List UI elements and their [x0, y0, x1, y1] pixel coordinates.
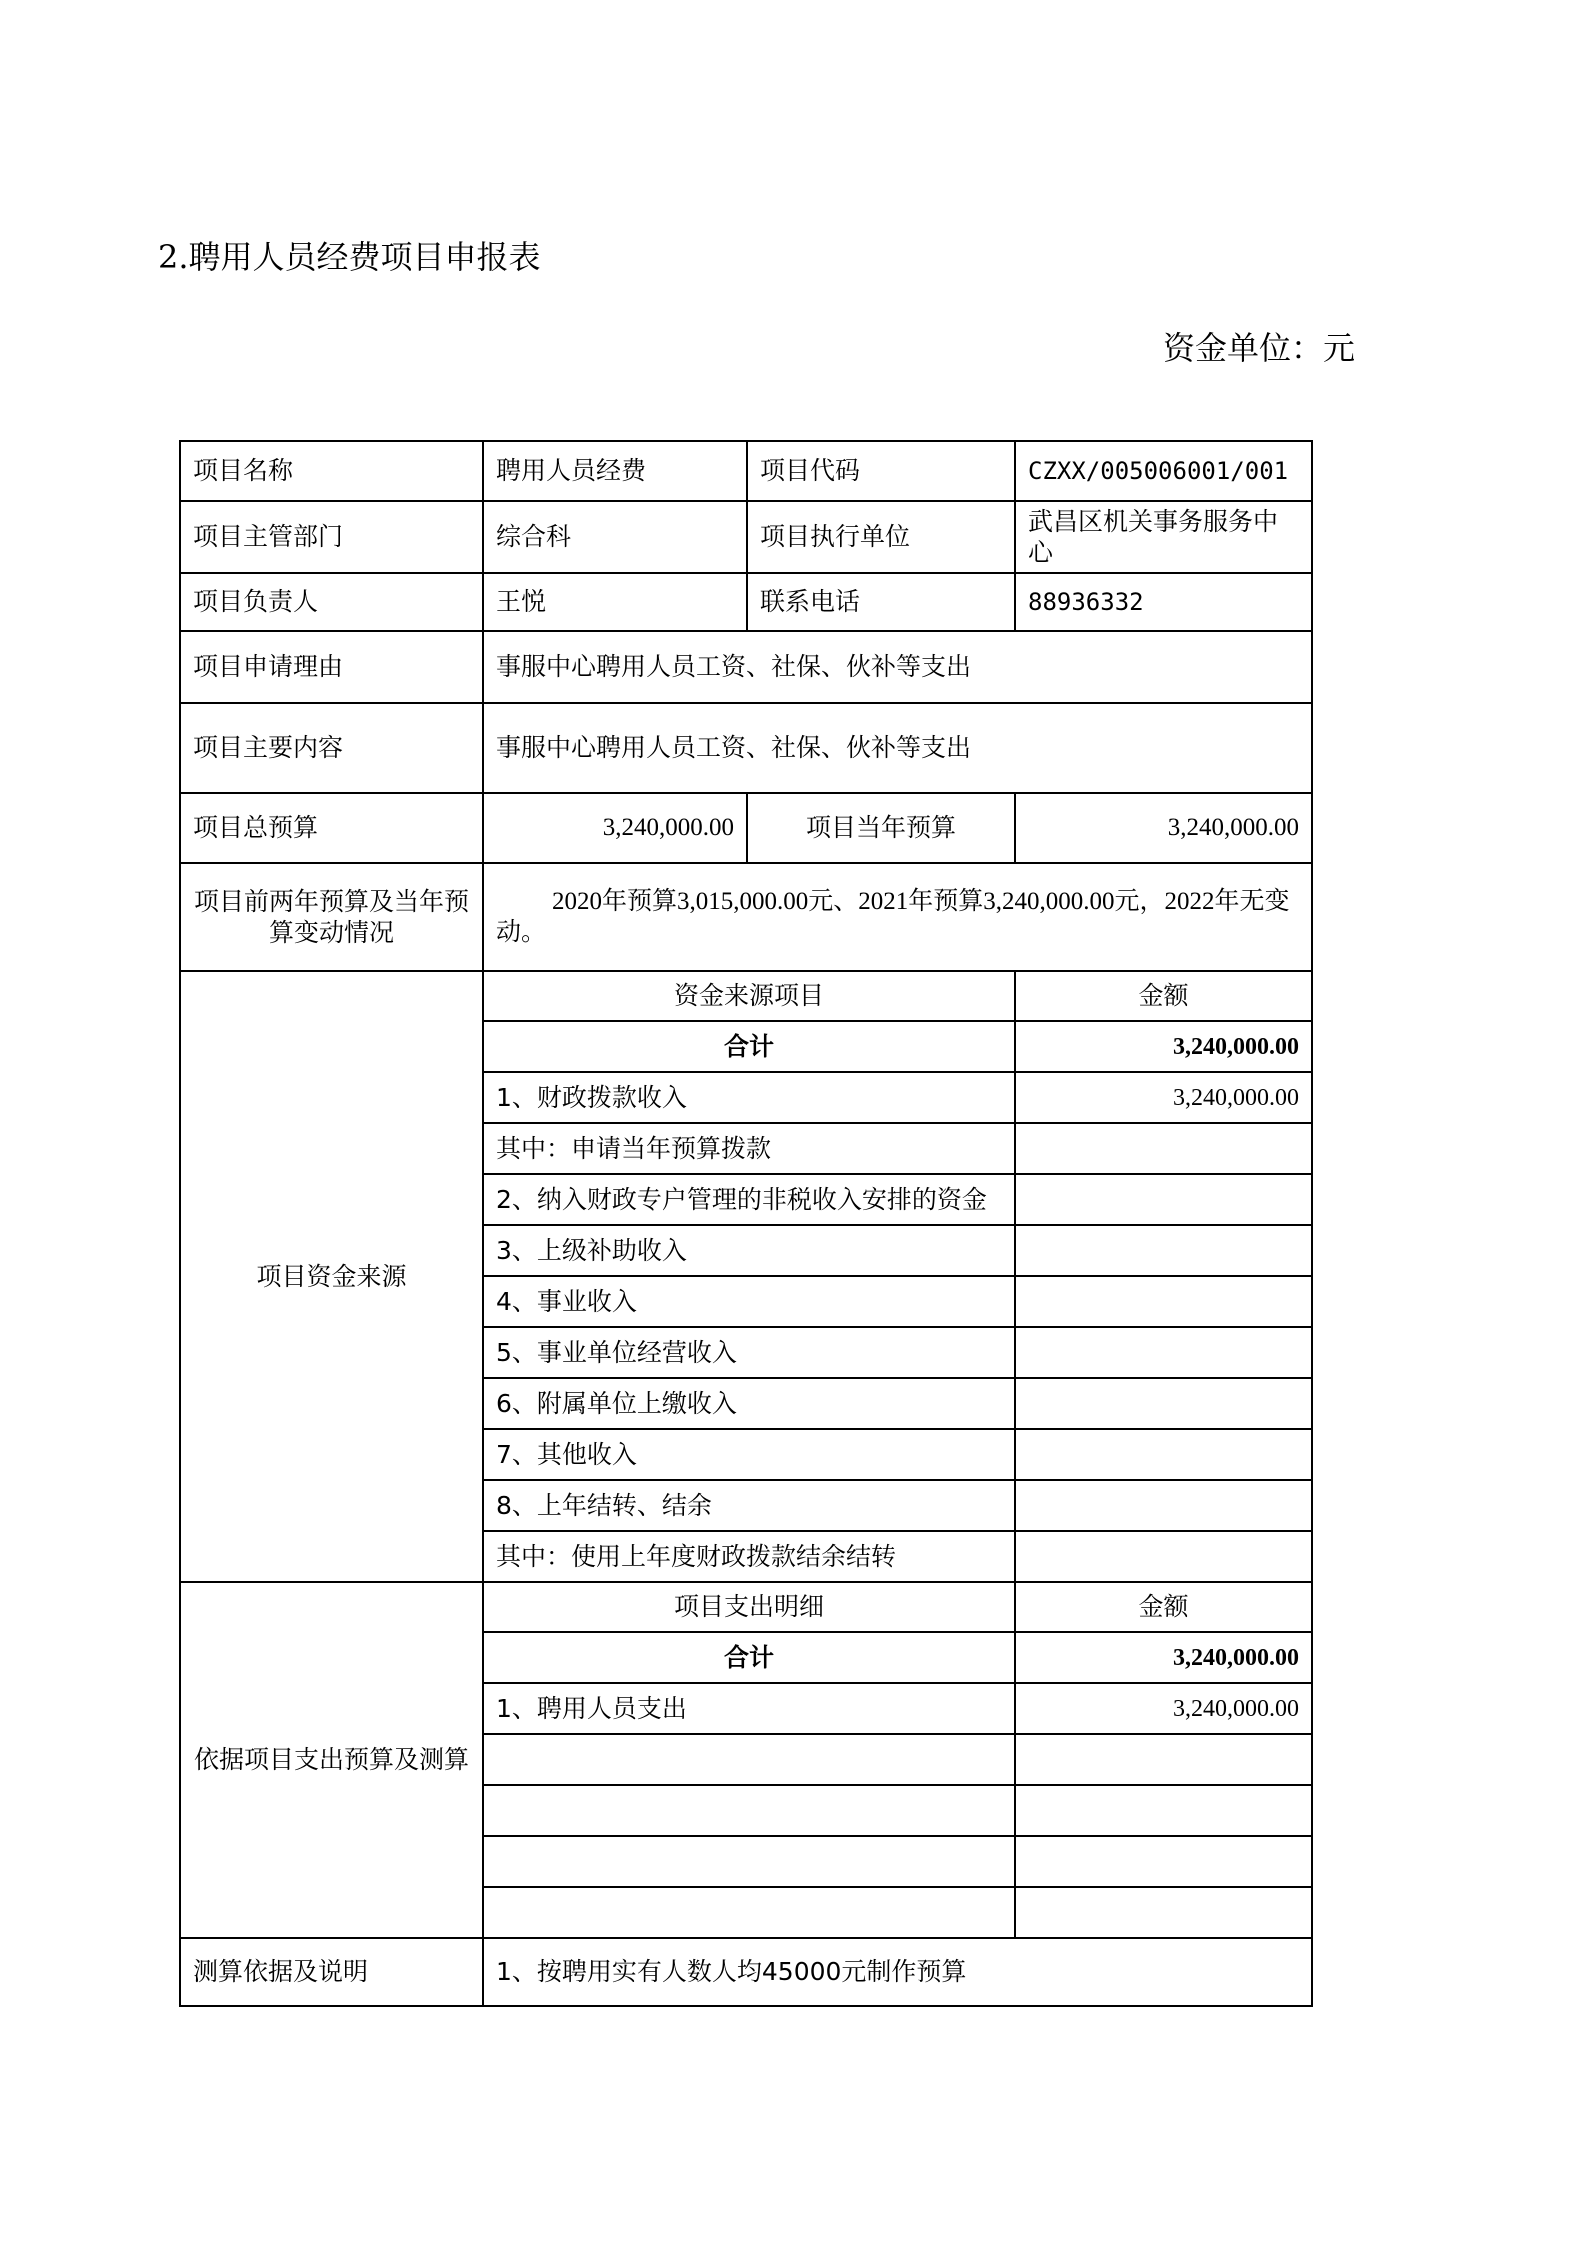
source-amount: [1015, 1276, 1312, 1327]
source-item: 8、上年结转、结余: [483, 1480, 1015, 1531]
change-text: 2020年预算3,015,000.00元、2021年预算3,240,000.00元，2022年无变动。: [483, 863, 1312, 971]
phone-label: 联系电话: [747, 573, 1015, 631]
row-dept: [180, 501, 1312, 573]
source-amount: [1015, 1480, 1312, 1531]
expense-amount: 3,240,000.00: [1015, 1683, 1312, 1734]
row-reason: [180, 631, 1312, 703]
expense-header-row: [180, 1582, 1312, 1632]
reason-label: 项目申请理由: [180, 631, 483, 703]
source-label: 项目资金来源: [180, 971, 483, 1582]
expense-item: [483, 1785, 1015, 1836]
exec-unit: 武昌区机关事务服务中心: [1015, 501, 1312, 573]
source-total-label: 合计: [483, 1021, 1015, 1072]
source-header-item: 资金来源项目: [483, 971, 1015, 1021]
project-name-label: 项目名称: [180, 441, 483, 501]
expense-total: 3,240,000.00: [1015, 1632, 1312, 1683]
content: 事服中心聘用人员工资、社保、伙补等支出: [483, 703, 1312, 793]
source-item: 2、纳入财政专户管理的非税收入安排的资金: [483, 1174, 1015, 1225]
basis: 1、按聘用实有人数人均45000元制作预算: [483, 1938, 1312, 2006]
row-project-name: [180, 441, 1312, 501]
source-amount: [1015, 1174, 1312, 1225]
document-title: 2.聘用人员经费项目申报表: [158, 238, 541, 276]
source-amount: [1015, 1531, 1312, 1582]
source-header-row: [180, 971, 1312, 1021]
expense-amount: [1015, 1836, 1312, 1887]
source-amount: 3,240,000.00: [1015, 1072, 1312, 1123]
expense-item: 1、聘用人员支出: [483, 1683, 1015, 1734]
source-item: 7、其他收入: [483, 1429, 1015, 1480]
source-amount: [1015, 1378, 1312, 1429]
expense-item: [483, 1887, 1015, 1938]
dept-label: 项目主管部门: [180, 501, 483, 573]
expense-label: 依据项目支出预算及测算: [180, 1582, 483, 1938]
expense-total-label: 合计: [483, 1632, 1015, 1683]
source-item: 6、附属单位上缴收入: [483, 1378, 1015, 1429]
row-budget: [180, 793, 1312, 863]
project-code-label: 项目代码: [747, 441, 1015, 501]
row-leader: [180, 573, 1312, 631]
total-budget-label: 项目总预算: [180, 793, 483, 863]
expense-header-amount: 金额: [1015, 1582, 1312, 1632]
content-label: 项目主要内容: [180, 703, 483, 793]
expense-item: [483, 1734, 1015, 1785]
row-change: [180, 863, 1312, 971]
source-total: 3,240,000.00: [1015, 1021, 1312, 1072]
expense-amount: [1015, 1887, 1312, 1938]
leader: 王悦: [483, 573, 747, 631]
leader-label: 项目负责人: [180, 573, 483, 631]
basis-label: 测算依据及说明: [180, 1938, 483, 2006]
reason: 事服中心聘用人员工资、社保、伙补等支出: [483, 631, 1312, 703]
dept: 综合科: [483, 501, 747, 573]
source-header-amount: 金额: [1015, 971, 1312, 1021]
phone: 88936332: [1015, 573, 1312, 631]
expense-item: [483, 1836, 1015, 1887]
source-item: 5、事业单位经营收入: [483, 1327, 1015, 1378]
year-budget: 3,240,000.00: [1015, 793, 1312, 863]
expense-amount: [1015, 1734, 1312, 1785]
project-name: 聘用人员经费: [483, 441, 747, 501]
source-item: 3、上级补助收入: [483, 1225, 1015, 1276]
project-application-form: [179, 440, 1313, 2007]
source-amount: [1015, 1123, 1312, 1174]
exec-unit-label: 项目执行单位: [747, 501, 1015, 573]
year-budget-label: 项目当年预算: [747, 793, 1015, 863]
project-code: CZXX/005006001/001: [1015, 441, 1312, 501]
row-basis: [180, 1938, 1312, 2006]
source-amount: [1015, 1225, 1312, 1276]
total-budget: 3,240,000.00: [483, 793, 747, 863]
source-amount: [1015, 1327, 1312, 1378]
currency-unit: 资金单位：元: [1162, 329, 1355, 367]
source-item: 其中：使用上年度财政拨款结余结转: [483, 1531, 1015, 1582]
row-content: [180, 703, 1312, 793]
source-item: 4、事业收入: [483, 1276, 1015, 1327]
change-label: 项目前两年预算及当年预算变动情况: [180, 863, 483, 971]
source-item: 其中：申请当年预算拨款: [483, 1123, 1015, 1174]
expense-amount: [1015, 1785, 1312, 1836]
source-amount: [1015, 1429, 1312, 1480]
source-item: 1、财政拨款收入: [483, 1072, 1015, 1123]
expense-header-item: 项目支出明细: [483, 1582, 1015, 1632]
